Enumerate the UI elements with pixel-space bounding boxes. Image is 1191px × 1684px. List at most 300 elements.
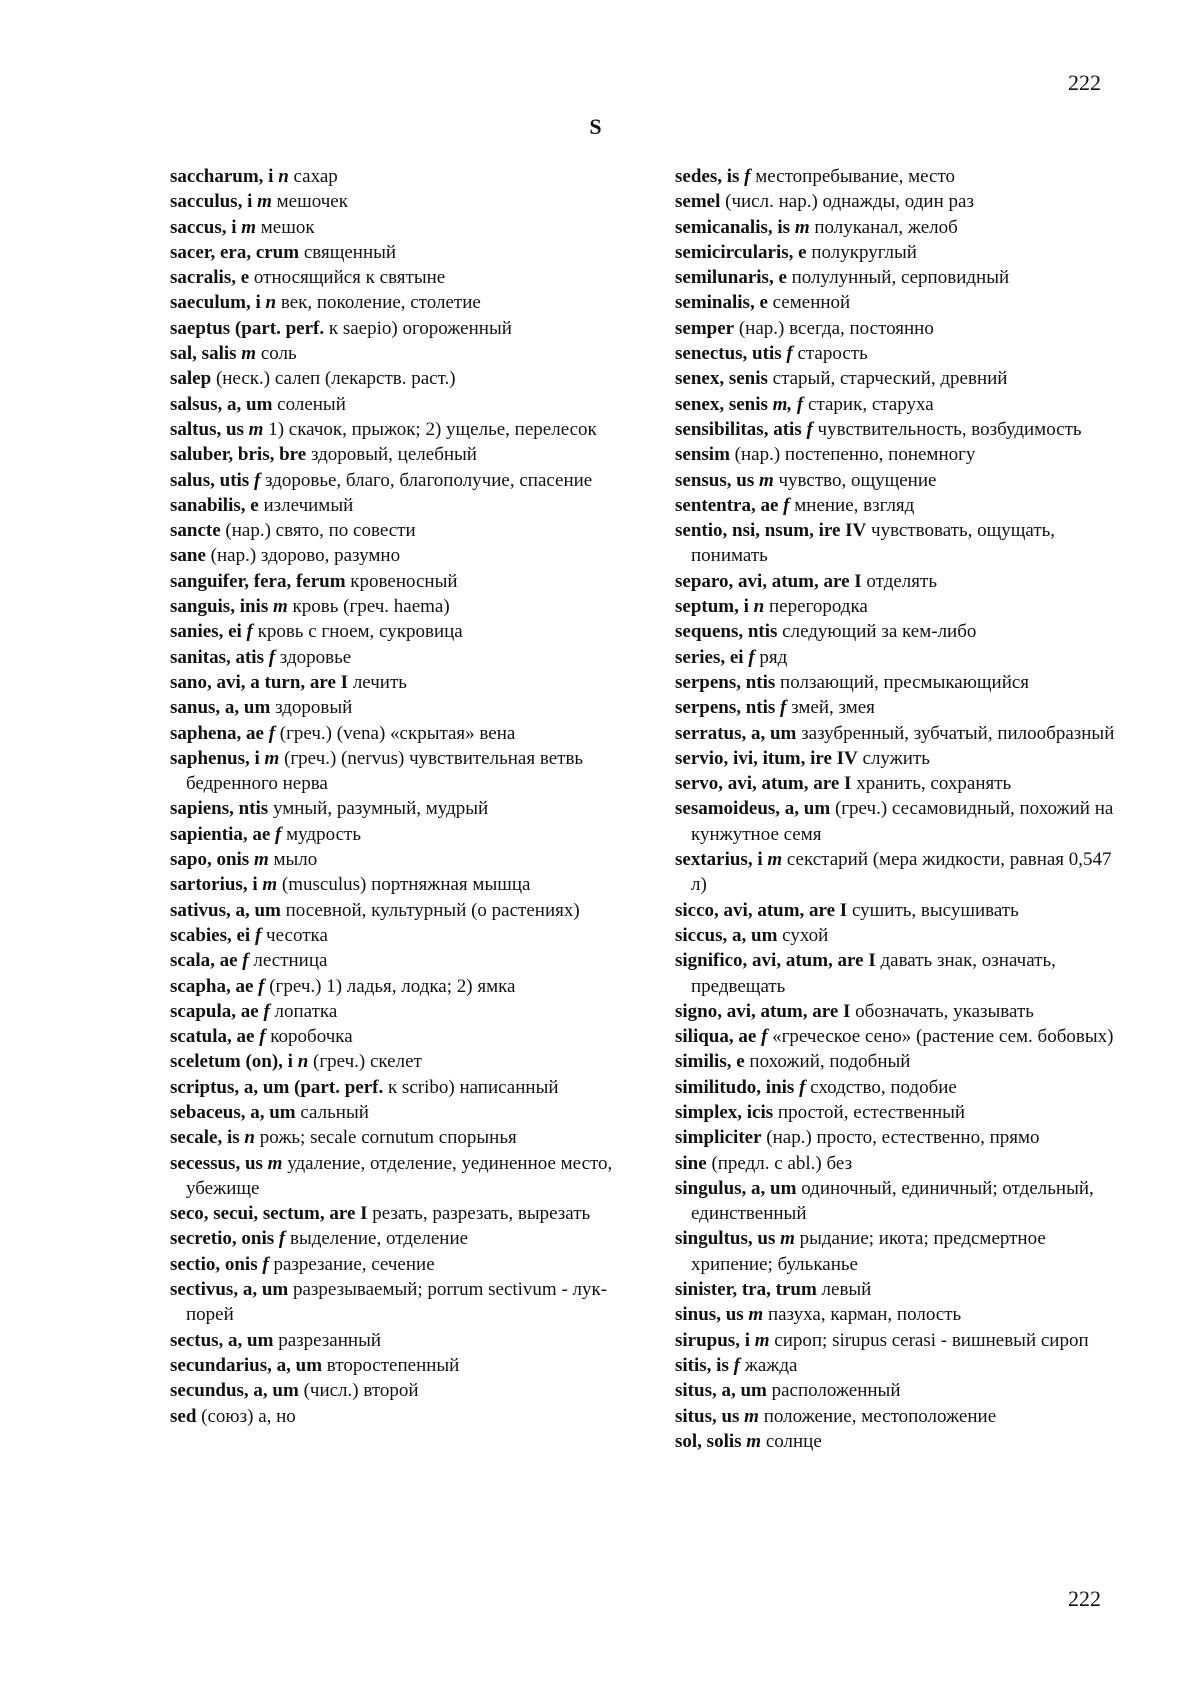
entry-headword: secessus, us: [170, 1152, 263, 1174]
entry-gender: m, f: [772, 393, 804, 415]
dictionary-entry: [675, 290, 1120, 315]
dictionary-entry: [170, 898, 620, 923]
page-number-top: 222: [1068, 70, 1101, 95]
entry-headword: sextarius, i: [675, 849, 763, 871]
entry-definition: (нар.) постепенно, понемногу: [734, 444, 976, 466]
entry-definition: перегородка: [768, 596, 868, 618]
entry-gender: f: [259, 1026, 266, 1048]
entry-definition: левый: [821, 1279, 872, 1301]
entry-definition: мудрость: [286, 823, 361, 845]
dictionary-entry: [170, 164, 620, 189]
entry-gender: n: [265, 292, 277, 314]
entry-definition: мешок: [260, 216, 315, 238]
entry-definition: лопатка: [274, 1000, 338, 1022]
left-column: [170, 164, 620, 1429]
entry-definition: чувствовать, ощущать, понимать: [691, 520, 1056, 567]
entry-definition: жажда: [744, 1354, 798, 1376]
entry-definition: сухой: [782, 924, 829, 946]
entry-definition: здоровье: [279, 646, 352, 668]
entry-gender: m: [744, 1405, 759, 1427]
dictionary-entry: [170, 645, 620, 670]
dictionary-entry: [675, 493, 1120, 518]
dictionary-entry: [675, 1429, 1120, 1454]
entry-definition: сушить, высушивать: [851, 899, 1019, 921]
entry-headword: sano, avi, a turn, are I: [170, 671, 349, 693]
entry-gender: m: [262, 874, 278, 896]
dictionary-entry: [675, 341, 1120, 366]
entry-gender: f: [748, 646, 755, 668]
entry-headword: sal, salis: [170, 343, 237, 365]
dictionary-entry: [170, 442, 620, 467]
entry-headword: scriptus, a, um (part. perf.: [170, 1076, 384, 1098]
entry-headword: sesamoideus, a, um: [675, 798, 831, 820]
dictionary-entry: [170, 366, 620, 391]
entry-definition: «греческое сено» (растение сем. бобовых): [772, 1026, 1114, 1048]
entry-headword: sanus, a, um: [170, 697, 271, 719]
entry-headword: semel: [675, 191, 721, 213]
entry-headword: scabies, ei: [170, 924, 251, 946]
entry-headword: sacer, era, crum: [170, 241, 300, 263]
dictionary-entry: [170, 265, 620, 290]
entry-gender: m: [272, 596, 288, 618]
entry-definition: разрезание, сечение: [273, 1253, 435, 1275]
entry-headword: sirupus, i: [675, 1329, 750, 1351]
dictionary-entry: [675, 392, 1120, 417]
entry-headword: scapula, ae: [170, 1000, 259, 1022]
entry-definition: положение, местоположение: [763, 1405, 997, 1427]
entry-definition: сахар: [293, 166, 338, 187]
entry-definition: излечимый: [263, 494, 354, 516]
dictionary-entry: [675, 619, 1120, 644]
entry-gender: f: [253, 469, 261, 491]
entry-headword: sanies, ei: [170, 621, 242, 643]
entry-headword: saluber, bris, bre: [170, 444, 307, 466]
entry-headword: semper: [675, 317, 735, 339]
dictionary-entry: [170, 999, 620, 1024]
entry-definition: следующий за кем-либо: [782, 621, 977, 643]
dictionary-entry: [170, 594, 620, 619]
entry-headword: sensus, us: [675, 469, 755, 491]
entry-headword: sentio, nsi, nsum, ire IV: [675, 520, 867, 542]
entry-definition: чувствительность, возбудимость: [817, 418, 1082, 440]
entry-gender: m: [758, 469, 774, 491]
entry-headword: serratus, a, um: [675, 722, 797, 744]
entry-definition: (нар.) всегда, постоянно: [738, 317, 934, 339]
entry-headword: saccus, i: [170, 216, 237, 238]
entry-definition: удаление, отделение, уединенное место, убежище: [186, 1152, 613, 1199]
entry-headword: sol, solis: [675, 1430, 742, 1452]
entry-headword: scala, ae: [170, 950, 238, 972]
entry-headword: similitudo, inis: [675, 1076, 795, 1098]
entry-definition: пазуха, карман, полость: [767, 1304, 962, 1326]
entry-headword: series, ei: [675, 646, 744, 668]
right-column: [675, 164, 1120, 1454]
dictionary-entry: [170, 847, 620, 872]
dictionary-entry: [170, 619, 620, 644]
entry-definition: выделение, отделение: [289, 1228, 469, 1250]
dictionary-entry: [170, 392, 620, 417]
entry-headword: secale, is: [170, 1127, 240, 1149]
entry-definition: коробочка: [270, 1026, 353, 1048]
entry-definition: (греч.) скелет: [313, 1051, 422, 1073]
entry-headword: sanguifer, fera, ferum: [170, 570, 346, 592]
dictionary-entry: [170, 1024, 620, 1049]
dictionary-entry: [170, 468, 620, 493]
dictionary-entry: [675, 518, 1120, 569]
entry-gender: m: [767, 849, 783, 871]
dictionary-entry: [170, 695, 620, 720]
entry-gender: f: [799, 1076, 806, 1098]
dictionary-entry: [170, 290, 620, 315]
entry-headword: simpliciter: [675, 1127, 762, 1149]
entry-headword: situs, us: [675, 1405, 740, 1427]
entry-headword: sceletum (on), i: [170, 1051, 293, 1073]
dictionary-entry: [170, 1226, 620, 1251]
entry-gender: f: [268, 722, 276, 744]
entry-headword: salep: [170, 368, 212, 390]
entry-definition: разрезанный: [278, 1329, 382, 1351]
entry-headword: senex, senis: [675, 368, 768, 390]
entry-headword: simplex, icis: [675, 1101, 774, 1123]
entry-definition: лечить: [352, 671, 407, 693]
entry-gender: m: [746, 1430, 762, 1452]
dictionary-entry: [170, 1353, 620, 1378]
dictionary-entry: [675, 1353, 1120, 1378]
entry-headword: sed: [170, 1405, 197, 1427]
entry-definition: здоровье, благо, благополучие, спасение: [265, 469, 593, 491]
entry-definition: змей, змея: [791, 697, 875, 719]
entry-definition: рыдание; икота; предсмертное хрипение; бульканье: [691, 1228, 1046, 1275]
entry-headword: sacralis, e: [170, 267, 250, 289]
entry-headword: sancte: [170, 520, 221, 542]
entry-headword: seminalis, e: [675, 292, 768, 314]
entry-definition: (греч.) сесамовидный, похожий на кунжутное семя: [691, 798, 1114, 845]
dictionary-entry: [675, 721, 1120, 746]
entry-definition: (числ.) второй: [303, 1380, 419, 1402]
dictionary-entry: [170, 1378, 620, 1403]
entry-definition: расположенный: [771, 1380, 901, 1402]
entry-headword: semilunaris, e: [675, 267, 787, 289]
dictionary-entry: [170, 872, 620, 897]
entry-definition: секстарий (мера жидкости, равная 0,547 л): [691, 849, 1112, 896]
entry-definition: соль: [260, 343, 297, 365]
entry-headword: sapiens, ntis: [170, 798, 269, 820]
entry-definition: умный, разумный, мудрый: [272, 798, 489, 820]
entry-gender: m: [257, 191, 272, 213]
entry-headword: scapha, ae: [170, 975, 254, 997]
entry-definition: относящийся к святыне: [253, 267, 446, 289]
entry-definition: местопребывание, место: [755, 166, 956, 187]
entry-headword: sententra, ae: [675, 494, 779, 516]
entry-gender: m: [241, 216, 257, 238]
entry-headword: senex, senis: [675, 393, 768, 415]
entry-definition: век, поколение, столетие: [280, 292, 481, 314]
entry-definition: сальный: [300, 1101, 369, 1123]
entry-headword: sebaceus, a, um: [170, 1101, 296, 1123]
dictionary-entry: [675, 1125, 1120, 1150]
dictionary-entry: [675, 164, 1120, 189]
entry-headword: siliqua, ae: [675, 1026, 757, 1048]
entry-gender: f: [275, 823, 282, 845]
entry-headword: sectio, onis: [170, 1253, 258, 1275]
entry-definition: полуканал, желоб: [814, 216, 958, 238]
entry-headword: sedes, is: [675, 166, 740, 187]
entry-gender: f: [254, 924, 262, 946]
entry-definition: посевной, культурный (о растениях): [285, 899, 580, 921]
entry-gender: m: [264, 747, 280, 769]
entry-definition: одиночный, единичный; отдельный, единственный: [691, 1177, 1094, 1225]
entry-definition: солнце: [765, 1430, 822, 1452]
entry-gender: f: [258, 975, 265, 997]
entry-definition: здоровый: [275, 697, 353, 719]
entry-headword: significo, avi, atum, are I: [675, 950, 876, 972]
entry-definition: (неск.) салеп (лекарств. раст.): [215, 368, 456, 390]
entry-gender: m: [754, 1329, 770, 1351]
entry-definition: похожий, подобный: [749, 1051, 911, 1073]
entry-definition: (предл. с abl.) без: [711, 1152, 853, 1174]
entry-gender: f: [733, 1354, 740, 1376]
dictionary-entry: [675, 1277, 1120, 1302]
dictionary-entry: [675, 189, 1120, 214]
entry-definition: рожь; secale cornutum спорынья: [259, 1127, 517, 1149]
dictionary-entry: [675, 771, 1120, 796]
dictionary-entry: [170, 1049, 620, 1074]
entry-headword: sicco, avi, atum, are I: [675, 899, 848, 921]
dictionary-entry: [170, 796, 620, 821]
entry-headword: serpens, ntis: [675, 671, 776, 693]
entry-gender: f: [780, 697, 787, 719]
entry-gender: f: [268, 646, 276, 668]
entry-headword: salsus, a, um: [170, 393, 273, 415]
dictionary-entry: [170, 721, 620, 746]
entry-headword: singultus, us: [675, 1228, 776, 1250]
dictionary-entry: [675, 695, 1120, 720]
entry-gender: f: [761, 1026, 768, 1048]
entry-headword: salus, utis: [170, 469, 250, 491]
dictionary-entry: [675, 265, 1120, 290]
entry-definition: кровеносный: [350, 570, 458, 592]
dictionary-entry: [675, 1176, 1120, 1227]
entry-definition: чувство, ощущение: [778, 469, 937, 491]
section-letter: S: [589, 114, 602, 139]
dictionary-entry: [170, 822, 620, 847]
entry-gender: n: [244, 1127, 255, 1149]
entry-definition: ползающий, пресмыкающийся: [780, 671, 1030, 693]
dictionary-entry: [675, 240, 1120, 265]
entry-definition: кровь (греч. haema): [292, 596, 450, 618]
entry-definition: здоровый, целебный: [310, 444, 477, 466]
entry-definition: (нар.) просто, естественно, прямо: [766, 1127, 1040, 1149]
entry-definition: старик, старуха: [808, 393, 934, 415]
dictionary-entry: [675, 1151, 1120, 1176]
dictionary-entry: [170, 1151, 620, 1202]
entry-headword: secundarius, a, um: [170, 1354, 323, 1376]
entry-definition: к scribo) написанный: [387, 1076, 559, 1098]
dictionary-entry: [675, 1378, 1120, 1403]
entry-headword: sequens, ntis: [675, 621, 778, 643]
entry-definition: сироп; sirupus cerasi - вишневый сироп: [774, 1329, 1089, 1351]
dictionary-entry: [675, 645, 1120, 670]
dictionary-entry: [675, 1226, 1120, 1277]
entry-headword: saeptus (part. perf.: [170, 317, 325, 339]
dictionary-entry: [675, 417, 1120, 442]
entry-gender: f: [246, 621, 253, 643]
entry-definition: зазубренный, зубчатый, пилообразный: [801, 722, 1115, 744]
entry-headword: siccus, a, um: [675, 924, 778, 946]
entry-headword: serpens, ntis: [675, 697, 776, 719]
dictionary-entry: [675, 1302, 1120, 1327]
dictionary-entry: [675, 1024, 1120, 1049]
entry-headword: servio, ivi, itum, ire IV: [675, 747, 858, 769]
entry-headword: scatula, ae: [170, 1026, 255, 1048]
entry-definition: давать знак, означать, предвещать: [691, 950, 1056, 997]
entry-definition: чесотка: [266, 924, 328, 946]
dictionary-entry: [170, 1252, 620, 1277]
entry-definition: обозначать, указывать: [855, 1000, 1034, 1022]
entry-headword: saccharum, i: [170, 166, 274, 187]
entry-definition: разрезываемый; porrum sectivum - лук-порей: [186, 1279, 608, 1326]
dictionary-entry: [170, 240, 620, 265]
entry-gender: f: [278, 1228, 286, 1250]
entry-headword: sapo, onis: [170, 849, 250, 871]
dictionary-entry: [170, 1201, 620, 1226]
dictionary-entry: [170, 569, 620, 594]
dictionary-entry: [675, 1328, 1120, 1353]
entry-headword: similis, e: [675, 1051, 745, 1073]
entry-gender: m: [267, 1152, 283, 1174]
entry-gender: m: [253, 849, 269, 871]
entry-gender: f: [783, 494, 790, 516]
dictionary-entry: [170, 1100, 620, 1125]
entry-headword: servo, avi, atum, are I: [675, 773, 852, 795]
entry-definition: мнение, взгляд: [794, 494, 915, 516]
entry-headword: sinus, us: [675, 1304, 744, 1326]
entry-definition: (нар.) свято, по совести: [225, 520, 416, 542]
dictionary-entry: [170, 974, 620, 999]
entry-definition: соленый: [277, 393, 346, 415]
dictionary-entry: [170, 1404, 620, 1429]
dictionary-entry: [170, 341, 620, 366]
entry-definition: 1) скачок, прыжок; 2) ущелье, перелесок: [268, 418, 597, 440]
dictionary-entry: [675, 948, 1120, 999]
dictionary-entry: [170, 316, 620, 341]
entry-definition: к saepio) огороженный: [328, 317, 512, 339]
dictionary-entry: [170, 948, 620, 973]
entry-definition: (нар.) здорово, разумно: [210, 545, 401, 567]
dictionary-entry: [675, 594, 1120, 619]
entry-definition: ряд: [759, 646, 788, 668]
entry-definition: служить: [862, 747, 930, 769]
entry-definition: простой, естественный: [777, 1101, 966, 1123]
entry-definition: (союз) а, но: [201, 1405, 296, 1427]
entry-headword: singulus, a, um: [675, 1177, 797, 1199]
entry-gender: m: [780, 1228, 795, 1250]
dictionary-entry: [170, 493, 620, 518]
entry-definition: кровь с гноем, сукровица: [257, 621, 463, 643]
dictionary-entry: [170, 670, 620, 695]
entry-headword: saphena, ae: [170, 722, 264, 744]
entry-gender: m: [748, 1304, 764, 1326]
entry-gender: m: [794, 216, 810, 238]
entry-headword: seco, secui, sectum, are I: [170, 1203, 368, 1225]
entry-definition: отделять: [866, 570, 937, 592]
entry-gender: f: [242, 950, 249, 972]
dictionary-entry: [675, 847, 1120, 898]
entry-gender: n: [278, 166, 289, 187]
dictionary-entry: [170, 746, 620, 797]
entry-headword: sanitas, atis: [170, 646, 264, 668]
entry-headword: situs, a, um: [675, 1380, 767, 1402]
entry-headword: saphenus, i: [170, 747, 260, 769]
entry-definition: (греч.) (vena) «скрытая» вена: [279, 722, 516, 744]
dictionary-entry: [675, 999, 1120, 1024]
entry-headword: senectus, utis: [675, 343, 782, 365]
entry-definition: полулунный, серповидный: [791, 267, 1010, 289]
entry-definition: семенной: [772, 292, 851, 314]
dictionary-entry: [675, 898, 1120, 923]
entry-headword: sectivus, a, um: [170, 1279, 289, 1301]
entry-gender: n: [297, 1051, 309, 1073]
page-number-bottom: 222: [1068, 1586, 1101, 1611]
entry-headword: septum, i: [675, 596, 749, 618]
dictionary-entry: [170, 417, 620, 442]
dictionary-entry: [170, 1075, 620, 1100]
entry-headword: secretio, onis: [170, 1228, 275, 1250]
entry-headword: sanabilis, e: [170, 494, 259, 516]
dictionary-entry: [675, 366, 1120, 391]
entry-gender: f: [262, 1253, 269, 1275]
entry-definition: мыло: [273, 849, 318, 871]
dictionary-entry: [170, 923, 620, 948]
entry-headword: semicanalis, is: [675, 216, 791, 238]
entry-definition: (греч.) 1) ладья, лодка; 2) ямка: [269, 975, 516, 997]
dictionary-entry: [675, 1075, 1120, 1100]
dictionary-entry: [675, 316, 1120, 341]
dictionary-entry: [170, 1328, 620, 1353]
entry-headword: sapientia, ae: [170, 823, 271, 845]
entry-headword: saltus, us: [170, 418, 244, 440]
entry-headword: sensibilitas, atis: [675, 418, 802, 440]
entry-gender: f: [744, 166, 751, 187]
entry-headword: sine: [675, 1152, 707, 1174]
entry-headword: separo, avi, atum, are I: [675, 570, 862, 592]
entry-headword: saeculum, i: [170, 292, 261, 314]
entry-definition: (musculus) портняжная мышца: [281, 874, 531, 896]
dictionary-entry: [675, 1100, 1120, 1125]
entry-definition: второстепенный: [326, 1354, 460, 1376]
dictionary-entry: [170, 1277, 620, 1328]
dictionary-entry: [170, 518, 620, 543]
entry-definition: старость: [797, 343, 868, 365]
entry-gender: m: [248, 418, 264, 440]
entry-definition: лестница: [253, 950, 328, 972]
entry-gender: m: [241, 343, 257, 365]
entry-headword: signo, avi, atum, are I: [675, 1000, 851, 1022]
dictionary-entry: [675, 1404, 1120, 1429]
entry-definition: полукруглый: [811, 241, 917, 263]
entry-headword: sinister, tra, trum: [675, 1279, 817, 1301]
entry-definition: священный: [303, 241, 397, 263]
entry-definition: хранить, сохранять: [856, 773, 1012, 795]
entry-headword: sensim: [675, 444, 730, 466]
dictionary-entry: [675, 1049, 1120, 1074]
entry-definition: (греч.) (nervus) чувствительная ветвь бедренного нерва: [186, 747, 584, 795]
dictionary-entry: [675, 442, 1120, 467]
dictionary-entry: [170, 215, 620, 240]
entry-definition: сходство, подобие: [810, 1076, 957, 1098]
dictionary-entry: [170, 189, 620, 214]
entry-headword: sanguis, inis: [170, 596, 269, 618]
